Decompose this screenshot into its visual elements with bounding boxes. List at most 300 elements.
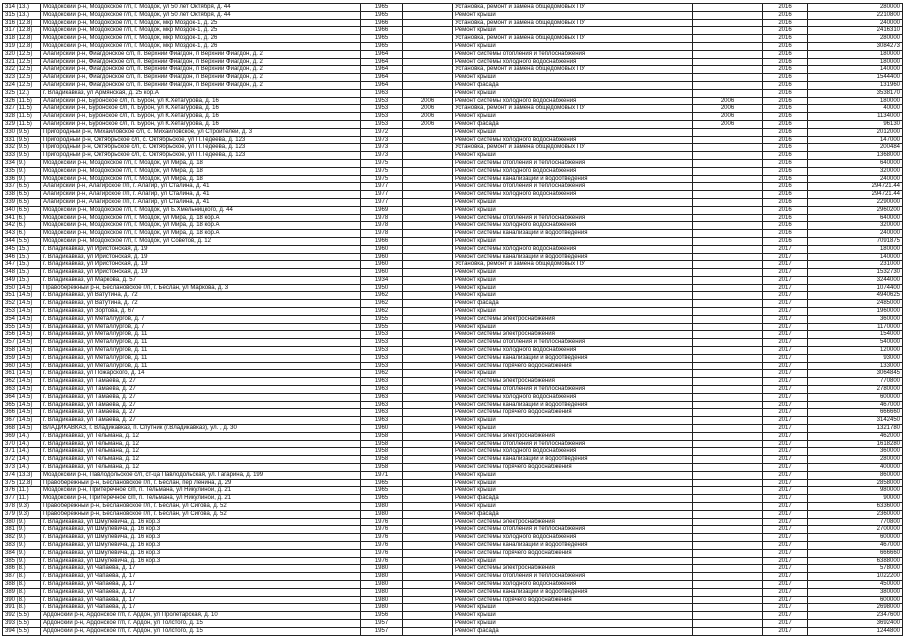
- build-year-cell: 1980: [361, 588, 403, 596]
- prior-repair-year-cell: [403, 159, 453, 167]
- row-number-cell: 391 (8.): [3, 604, 41, 612]
- prior-repair-year-cell: [403, 89, 453, 97]
- table-row: [3, 4, 903, 12]
- row-number-cell: 331 (9.5): [3, 136, 41, 144]
- work-type-cell: Ремонт крыши: [453, 487, 693, 495]
- prior-repair-year-cell: [403, 495, 453, 503]
- cost-cell: 600000: [808, 393, 903, 401]
- table-row: [3, 401, 903, 409]
- cost-cell: 231000: [808, 261, 903, 269]
- prior-repair-year-cell: [403, 4, 453, 12]
- prior-repair-year-cell: [403, 440, 453, 448]
- cost-cell: 7091875: [808, 237, 903, 245]
- address-cell: г. Владикавказ, ул Маркова, д. 57: [41, 276, 361, 284]
- table-row: [3, 487, 903, 495]
- work-type-cell: Ремонт фасада: [453, 495, 693, 503]
- address-cell: г. Владикавказ, ул Тамаева, д. 27: [41, 409, 361, 417]
- table-row: [3, 619, 903, 627]
- planned-year-cell: 2016: [763, 230, 808, 238]
- last-repair-year-cell: [693, 237, 763, 245]
- table-row: [3, 276, 903, 284]
- address-cell: г. Владикавказ, ул Тельмана, д. 12: [41, 448, 361, 456]
- table-row: [3, 386, 903, 394]
- work-type-cell: Установка, ремонт и замена общедомовых ПУ: [453, 105, 693, 113]
- row-number-cell: 381 (9.): [3, 526, 41, 534]
- prior-repair-year-cell: [403, 66, 453, 74]
- last-repair-year-cell: [693, 354, 763, 362]
- last-repair-year-cell: [693, 386, 763, 394]
- table-row: [3, 596, 903, 604]
- address-cell: Пригородный р-н, Октябрьское с/п, с. Октябрьское, ул П.Тедеева, д. 123: [41, 152, 361, 160]
- planned-year-cell: 2017: [763, 456, 808, 464]
- last-repair-year-cell: [693, 276, 763, 284]
- planned-year-cell: 2017: [763, 495, 808, 503]
- prior-repair-year-cell: [403, 378, 453, 386]
- work-type-cell: Ремонт системы отопления и теплоснабжения: [453, 440, 693, 448]
- cost-cell: 40000: [808, 105, 903, 113]
- address-cell: Моздокский р-н, Моздокское г/п, г. Моздок, ул 50 лет Октября, д. 44: [41, 11, 361, 19]
- row-number-cell: 357 (14.5): [3, 339, 41, 347]
- build-year-cell: 1978: [361, 214, 403, 222]
- table-row: [3, 339, 903, 347]
- work-type-cell: Ремонт системы отопления и теплоснабжения: [453, 183, 693, 191]
- prior-repair-year-cell: [403, 245, 453, 253]
- work-type-cell: Установка, ремонт и замена общедомовых ПУ: [453, 66, 693, 74]
- address-cell: г. Владикавказ, ул Шмулевича, д. 16 кор.3: [41, 549, 361, 557]
- prior-repair-year-cell: [403, 386, 453, 394]
- build-year-cell: 1963: [361, 401, 403, 409]
- last-repair-year-cell: [693, 42, 763, 50]
- prior-repair-year-cell: [403, 604, 453, 612]
- cost-cell: 180000: [808, 58, 903, 66]
- table-row: [3, 479, 903, 487]
- last-repair-year-cell: [693, 331, 763, 339]
- row-number-cell: 380 (9.): [3, 518, 41, 526]
- table-row: [3, 495, 903, 503]
- cost-cell: 3692400: [808, 619, 903, 627]
- planned-year-cell: 2017: [763, 315, 808, 323]
- row-number-cell: 341 (6.): [3, 214, 41, 222]
- build-year-cell: 1976: [361, 549, 403, 557]
- cost-cell: 3084273: [808, 42, 903, 50]
- table-row: [3, 222, 903, 230]
- address-cell: Моздокский р-н, Моздокское г/п, г. Моздок, ул Мира, д. 18: [41, 159, 361, 167]
- cost-cell: 1244800: [808, 627, 903, 635]
- build-year-cell: 1975: [361, 159, 403, 167]
- planned-year-cell: 2017: [763, 596, 808, 604]
- build-year-cell: 1975: [361, 167, 403, 175]
- build-year-cell: 1965: [361, 35, 403, 43]
- work-type-cell: Установка, ремонт и замена общедомовых ПУ: [453, 35, 693, 43]
- address-cell: Моздокский р-н, Моздокское г/п, г. Моздок, ул Мира, д. 18: [41, 167, 361, 175]
- build-year-cell: 1977: [361, 191, 403, 199]
- table-row: [3, 269, 903, 277]
- prior-repair-year-cell: [403, 503, 453, 511]
- build-year-cell: 1965: [361, 4, 403, 12]
- cost-cell: 2416310: [808, 27, 903, 35]
- planned-year-cell: 2016: [763, 105, 808, 113]
- row-number-cell: 362 (14.5): [3, 378, 41, 386]
- row-number-cell: 318 (12.8): [3, 35, 41, 43]
- build-year-cell: 1955: [361, 315, 403, 323]
- prior-repair-year-cell: [403, 198, 453, 206]
- prior-repair-year-cell: [403, 573, 453, 581]
- address-cell: г. Владикавказ, ул Металлургов, д. 11: [41, 362, 361, 370]
- cost-cell: 180000: [808, 97, 903, 105]
- planned-year-cell: 2017: [763, 354, 808, 362]
- last-repair-year-cell: [693, 245, 763, 253]
- address-cell: г. Владикавказ, ул Чапаева, д. 17: [41, 588, 361, 596]
- build-year-cell: 1955: [361, 323, 403, 331]
- last-repair-year-cell: [693, 471, 763, 479]
- address-cell: Пригородный р-н, Октябрьское с/п, с. Октябрьское, ул П.Тедеева, д. 123: [41, 144, 361, 152]
- prior-repair-year-cell: 2006: [403, 120, 453, 128]
- address-cell: Алагирский р-н, Буронское с/п, п. Бурон, ул К.Хетагурова, д. 16: [41, 113, 361, 121]
- row-number-cell: 319 (12.8): [3, 42, 41, 50]
- table-row: [3, 510, 903, 518]
- planned-year-cell: 2017: [763, 588, 808, 596]
- last-repair-year-cell: [693, 74, 763, 82]
- planned-year-cell: 2016: [763, 11, 808, 19]
- prior-repair-year-cell: [403, 183, 453, 191]
- table-row: [3, 214, 903, 222]
- planned-year-cell: 2016: [763, 214, 808, 222]
- cost-cell: 120000: [808, 347, 903, 355]
- planned-year-cell: 2016: [763, 113, 808, 121]
- row-number-cell: 360 (14.5): [3, 362, 41, 370]
- table-row: [3, 347, 903, 355]
- cost-cell: 666660: [808, 409, 903, 417]
- row-number-cell: 334 (9.): [3, 159, 41, 167]
- prior-repair-year-cell: [403, 261, 453, 269]
- last-repair-year-cell: [693, 557, 763, 565]
- address-cell: г. Владикавказ, ул Шмулевича, д. 16 кор.3: [41, 557, 361, 565]
- prior-repair-year-cell: [403, 331, 453, 339]
- cost-cell: 2210800: [808, 11, 903, 19]
- address-cell: Алагирский р-н, Алагирское г/п, г. Алагир, ул Сталина, д. 41: [41, 183, 361, 191]
- row-number-cell: 355 (14.5): [3, 323, 41, 331]
- last-repair-year-cell: [693, 175, 763, 183]
- build-year-cell: 1973: [361, 144, 403, 152]
- address-cell: Ардонский р-н, Ардонское г/п, г. Ардон, ул Толстого, д. 15: [41, 627, 361, 635]
- row-number-cell: 394 (5.5): [3, 627, 41, 635]
- address-cell: г. Владикавказ, ул Ватутина, д. 72: [41, 292, 361, 300]
- cost-cell: 400000: [808, 464, 903, 472]
- address-cell: г. Владикавказ, ул Шмулевича, д. 16 кор.3: [41, 534, 361, 542]
- row-number-cell: 315 (13.): [3, 11, 41, 19]
- planned-year-cell: 2017: [763, 541, 808, 549]
- table-row: [3, 432, 903, 440]
- planned-year-cell: 2017: [763, 534, 808, 542]
- prior-repair-year-cell: [403, 588, 453, 596]
- address-cell: г. Владикавказ, ул Тельмана, д. 12: [41, 464, 361, 472]
- build-year-cell: 1950: [361, 284, 403, 292]
- work-type-cell: Ремонт крыши: [453, 284, 693, 292]
- address-cell: г. Владикавказ, ул Тамаева, д. 27: [41, 401, 361, 409]
- row-number-cell: 349 (15.): [3, 276, 41, 284]
- last-repair-year-cell: 2006: [693, 97, 763, 105]
- row-number-cell: 335 (9.): [3, 167, 41, 175]
- address-cell: г. Владикавказ, ул Тамаева, д. 27: [41, 378, 361, 386]
- prior-repair-year-cell: [403, 222, 453, 230]
- prior-repair-year-cell: [403, 425, 453, 433]
- last-repair-year-cell: [693, 487, 763, 495]
- row-number-cell: 390 (8.): [3, 596, 41, 604]
- work-type-cell: Ремонт крыши: [453, 323, 693, 331]
- work-type-cell: Ремонт крыши: [453, 612, 693, 620]
- work-type-cell: Ремонт системы холодного водоснабжения: [453, 534, 693, 542]
- row-number-cell: 330 (9.5): [3, 128, 41, 136]
- address-cell: г. Владикавказ, ул Тельмана, д. 12: [41, 432, 361, 440]
- cost-cell: 640000: [808, 159, 903, 167]
- planned-year-cell: 2016: [763, 50, 808, 58]
- build-year-cell: 1960: [361, 245, 403, 253]
- address-cell: г. Владикавказ, ул Иристонская, д. 19: [41, 261, 361, 269]
- build-year-cell: 1978: [361, 230, 403, 238]
- table-row: [3, 526, 903, 534]
- last-repair-year-cell: [693, 19, 763, 27]
- address-cell: г. Владикавказ, ул Металлургов, д. 11: [41, 331, 361, 339]
- prior-repair-year-cell: [403, 269, 453, 277]
- row-number-cell: 385 (9.): [3, 557, 41, 565]
- address-cell: Моздокский р-н, Притеречное с/п, п. Тельмана, ул Никулиной, д. 21: [41, 495, 361, 503]
- table-row: [3, 19, 903, 27]
- build-year-cell: 1953: [361, 331, 403, 339]
- prior-repair-year-cell: [403, 206, 453, 214]
- table-row: [3, 417, 903, 425]
- cost-cell: 320000: [808, 167, 903, 175]
- work-type-cell: Ремонт системы канализации и водоотведения: [453, 541, 693, 549]
- last-repair-year-cell: [693, 27, 763, 35]
- cost-cell: 1022200: [808, 573, 903, 581]
- row-number-cell: 376 (11.): [3, 487, 41, 495]
- table-row: [3, 393, 903, 401]
- last-repair-year-cell: [693, 362, 763, 370]
- address-cell: г. Владикавказ, ул Металлургов, д. 7: [41, 315, 361, 323]
- prior-repair-year-cell: [403, 580, 453, 588]
- planned-year-cell: 2017: [763, 386, 808, 394]
- cost-cell: 600000: [808, 534, 903, 542]
- planned-year-cell: 2016: [763, 206, 808, 214]
- row-number-cell: 339 (6.5): [3, 198, 41, 206]
- address-cell: Алагирский р-н, Алагирское г/п, г. Алагир, ул Сталина, д. 41: [41, 198, 361, 206]
- address-cell: г. Владикавказ, ул Ватутина, д. 72: [41, 300, 361, 308]
- work-type-cell: Ремонт системы электроснабжения: [453, 518, 693, 526]
- build-year-cell: 1963: [361, 417, 403, 425]
- planned-year-cell: 2017: [763, 417, 808, 425]
- table-row: [3, 35, 903, 43]
- prior-repair-year-cell: [403, 152, 453, 160]
- planned-year-cell: 2016: [763, 152, 808, 160]
- table-row: [3, 230, 903, 238]
- row-number-cell: 386 (8.): [3, 565, 41, 573]
- cost-cell: 4940625: [808, 292, 903, 300]
- row-number-cell: 340 (6.5): [3, 206, 41, 214]
- planned-year-cell: 2017: [763, 518, 808, 526]
- table-row: [3, 456, 903, 464]
- table-row: [3, 471, 903, 479]
- work-type-cell: Ремонт крыши: [453, 42, 693, 50]
- address-cell: г. Владикавказ, ул Металлургов, д. 11: [41, 339, 361, 347]
- prior-repair-year-cell: [403, 308, 453, 316]
- last-repair-year-cell: [693, 58, 763, 66]
- address-cell: Правобережный р-н, Беслановское г/п, г. Беслан, ул Сигова, д. 52: [41, 503, 361, 511]
- work-type-cell: Ремонт системы холодного водоснабжения: [453, 393, 693, 401]
- prior-repair-year-cell: [403, 323, 453, 331]
- prior-repair-year-cell: [403, 362, 453, 370]
- row-number-cell: 370 (14.): [3, 440, 41, 448]
- work-type-cell: Ремонт системы электроснабжения: [453, 331, 693, 339]
- planned-year-cell: 2017: [763, 401, 808, 409]
- work-type-cell: Ремонт системы отопления и теплоснабжения: [453, 339, 693, 347]
- table-row: [3, 97, 903, 105]
- address-cell: Алагирский р-н, Фиагдонское с/п, п. Верхний Фиагдон, п Верхний Фиагдон, д. 2: [41, 81, 361, 89]
- address-cell: Моздокский р-н, Моздокское г/п, г. Моздок, ул Мира, д. 18: [41, 175, 361, 183]
- planned-year-cell: 2017: [763, 261, 808, 269]
- last-repair-year-cell: [693, 89, 763, 97]
- cost-cell: 280000: [808, 4, 903, 12]
- address-cell: Моздокский р-н, Моздокское г/п, г. Моздок, мкр Моздок-1, д. 26: [41, 42, 361, 50]
- last-repair-year-cell: [693, 604, 763, 612]
- work-type-cell: Ремонт системы канализации и водоотведения: [453, 253, 693, 261]
- cost-cell: 1134000: [808, 113, 903, 121]
- table-row: [3, 292, 903, 300]
- build-year-cell: 1965: [361, 11, 403, 19]
- table-row: [3, 573, 903, 581]
- planned-year-cell: 2017: [763, 549, 808, 557]
- row-number-cell: 387 (8.): [3, 573, 41, 581]
- row-number-cell: 361 (14.5): [3, 370, 41, 378]
- cost-cell: 1074400: [808, 284, 903, 292]
- last-repair-year-cell: [693, 347, 763, 355]
- row-number-cell: 320 (12.5): [3, 50, 41, 58]
- work-type-cell: Ремонт крыши: [453, 425, 693, 433]
- prior-repair-year-cell: [403, 409, 453, 417]
- planned-year-cell: 2016: [763, 222, 808, 230]
- prior-repair-year-cell: [403, 619, 453, 627]
- build-year-cell: 1976: [361, 534, 403, 542]
- row-number-cell: 383 (9.): [3, 541, 41, 549]
- build-year-cell: 1953: [361, 339, 403, 347]
- last-repair-year-cell: [693, 448, 763, 456]
- work-type-cell: Ремонт системы отопления и теплоснабжения: [453, 573, 693, 581]
- last-repair-year-cell: [693, 495, 763, 503]
- cost-cell: 154000: [808, 331, 903, 339]
- prior-repair-year-cell: [403, 370, 453, 378]
- work-type-cell: Ремонт крыши: [453, 292, 693, 300]
- last-repair-year-cell: [693, 167, 763, 175]
- prior-repair-year-cell: [403, 230, 453, 238]
- table-row: [3, 440, 903, 448]
- planned-year-cell: 2017: [763, 487, 808, 495]
- build-year-cell: 1980: [361, 573, 403, 581]
- build-year-cell: 1956: [361, 612, 403, 620]
- cost-cell: 360000: [808, 448, 903, 456]
- row-number-cell: 348 (15.): [3, 269, 41, 277]
- row-number-cell: 375 (12.8): [3, 479, 41, 487]
- prior-repair-year-cell: [403, 456, 453, 464]
- work-type-cell: Ремонт системы электроснабжения: [453, 378, 693, 386]
- prior-repair-year-cell: [403, 136, 453, 144]
- planned-year-cell: 2017: [763, 323, 808, 331]
- prior-repair-year-cell: [403, 510, 453, 518]
- last-repair-year-cell: [693, 11, 763, 19]
- planned-year-cell: 2016: [763, 183, 808, 191]
- row-number-cell: 351 (14.5): [3, 292, 41, 300]
- cost-cell: 200484: [808, 144, 903, 152]
- build-year-cell: 1971: [361, 471, 403, 479]
- last-repair-year-cell: [693, 401, 763, 409]
- row-number-cell: 373 (14.): [3, 464, 41, 472]
- table-row: [3, 503, 903, 511]
- planned-year-cell: 2017: [763, 253, 808, 261]
- address-cell: г. Владикавказ, ул Тельмана, д. 12: [41, 456, 361, 464]
- build-year-cell: 1976: [361, 518, 403, 526]
- work-type-cell: Ремонт системы электроснабжения: [453, 565, 693, 573]
- row-number-cell: 346 (15.): [3, 253, 41, 261]
- cost-cell: 467000: [808, 401, 903, 409]
- work-type-cell: Ремонт системы отопления и теплоснабжения: [453, 50, 693, 58]
- row-number-cell: 358 (14.5): [3, 347, 41, 355]
- build-year-cell: 1960: [361, 261, 403, 269]
- build-year-cell: 1962: [361, 300, 403, 308]
- table-row: [3, 175, 903, 183]
- planned-year-cell: 2016: [763, 27, 808, 35]
- last-repair-year-cell: [693, 510, 763, 518]
- build-year-cell: 1958: [361, 432, 403, 440]
- prior-repair-year-cell: [403, 347, 453, 355]
- last-repair-year-cell: [693, 409, 763, 417]
- table-row: [3, 128, 903, 136]
- row-number-cell: 371 (14.): [3, 448, 41, 456]
- work-type-cell: Ремонт крыши: [453, 557, 693, 565]
- prior-repair-year-cell: [403, 541, 453, 549]
- cost-cell: 6388000: [808, 557, 903, 565]
- work-type-cell: Ремонт фасада: [453, 627, 693, 635]
- prior-repair-year-cell: [403, 339, 453, 347]
- work-type-cell: Ремонт крыши: [453, 604, 693, 612]
- table-row: [3, 612, 903, 620]
- planned-year-cell: 2017: [763, 308, 808, 316]
- last-repair-year-cell: [693, 518, 763, 526]
- prior-repair-year-cell: 2006: [403, 105, 453, 113]
- table-row: [3, 323, 903, 331]
- prior-repair-year-cell: [403, 612, 453, 620]
- work-type-cell: Ремонт системы холодного водоснабжения: [453, 191, 693, 199]
- build-year-cell: 1960: [361, 425, 403, 433]
- cost-cell: 131960: [808, 81, 903, 89]
- cost-cell: 2698000: [808, 604, 903, 612]
- cost-cell: 1170000: [808, 323, 903, 331]
- address-cell: Моздокский р-н, Моздокское г/п, г. Моздок, мкр Моздок-1, д. 25: [41, 27, 361, 35]
- address-cell: г. Владикавказ, ул Тамаева, д. 27: [41, 386, 361, 394]
- last-repair-year-cell: [693, 308, 763, 316]
- row-number-cell: 338 (6.5): [3, 191, 41, 199]
- build-year-cell: 1953: [361, 120, 403, 128]
- prior-repair-year-cell: [403, 284, 453, 292]
- cost-cell: 540000: [808, 339, 903, 347]
- row-number-cell: 367 (14.5): [3, 417, 41, 425]
- work-type-cell: Ремонт крыши: [453, 269, 693, 277]
- row-number-cell: 353 (14.5): [3, 308, 41, 316]
- prior-repair-year-cell: [403, 11, 453, 19]
- row-number-cell: 374 (13.3): [3, 471, 41, 479]
- build-year-cell: 1958: [361, 464, 403, 472]
- last-repair-year-cell: [693, 588, 763, 596]
- table-row: [3, 627, 903, 635]
- row-number-cell: 382 (9.): [3, 534, 41, 542]
- table-row: [3, 409, 903, 417]
